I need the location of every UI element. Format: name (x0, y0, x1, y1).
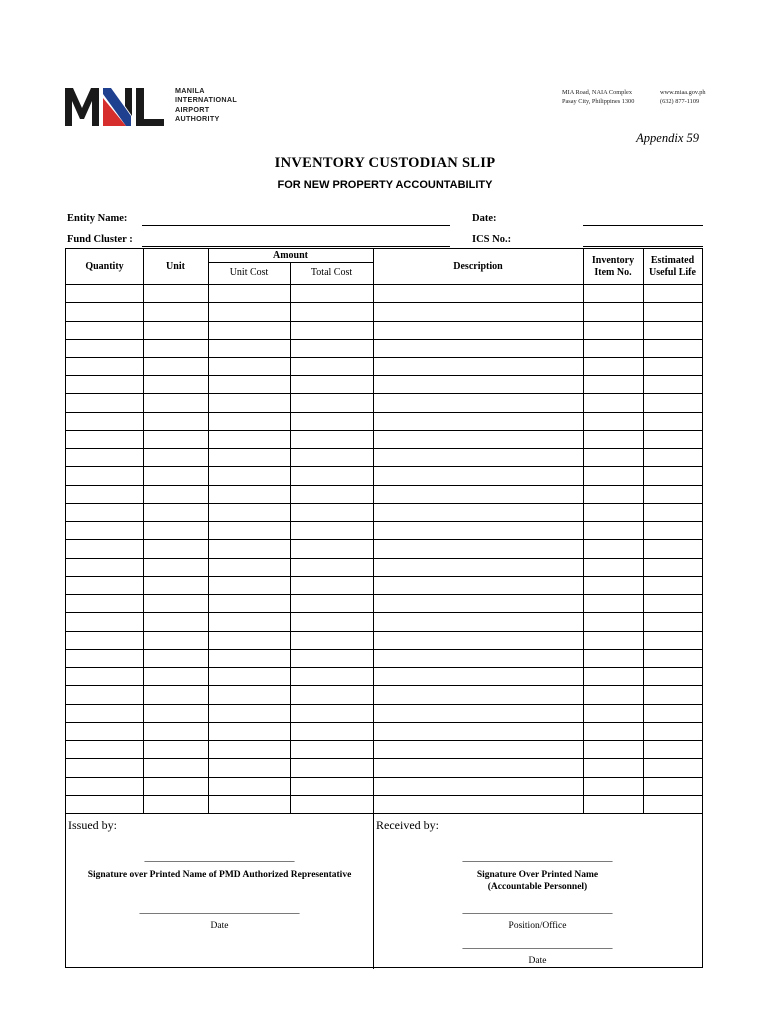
entity-name-label: Entity Name: (67, 213, 128, 224)
header-line: Useful Life (649, 267, 696, 278)
issued-signature-line[interactable]: ______________________________ (144, 852, 295, 863)
header-line: Estimated (650, 255, 695, 266)
table-row (66, 539, 702, 540)
col-divider (583, 249, 584, 813)
entity-name-field[interactable] (142, 225, 450, 226)
table-row (66, 448, 702, 449)
col-divider (643, 249, 644, 813)
logo-letter-m (65, 88, 99, 126)
received-date-line[interactable]: ______________________________ (462, 939, 613, 950)
col-divider (290, 262, 291, 813)
inventory-table (65, 248, 703, 968)
header-estimated-useful-life (643, 255, 702, 279)
logo-letter-l (136, 88, 164, 126)
table-row (66, 631, 702, 632)
table-row (66, 704, 702, 705)
received-signature-line[interactable]: ______________________________ (462, 852, 613, 863)
table-row (66, 339, 702, 340)
fund-cluster-label: Fund Cluster : (67, 234, 133, 245)
issued-date-line[interactable]: ________________________________ (139, 904, 300, 915)
table-row (66, 412, 702, 413)
received-position-caption: Position/Office (508, 921, 567, 931)
issued-signature-caption: Signature over Printed Name of PMD Authorized Representative (87, 870, 352, 880)
header-total-cost: Total Cost (310, 267, 353, 278)
table-row (66, 795, 702, 796)
table-row (66, 503, 702, 504)
header-description: Description (453, 261, 503, 272)
address-line: Pasay City, Philippines 1300 (562, 97, 635, 105)
received-signature-caption: Signature Over Printed Name (476, 870, 599, 880)
received-date-caption: Date (528, 956, 547, 966)
table-row (66, 740, 702, 741)
issued-date-caption: Date (210, 921, 229, 931)
table-row (66, 612, 702, 613)
header-amount: Amount (272, 250, 308, 261)
table-row (66, 722, 702, 723)
address-line: MIA Road, NAIA Complex (562, 89, 632, 96)
header-line: Item No. (594, 267, 632, 278)
table-row (66, 685, 702, 686)
table-row (66, 357, 702, 358)
header-unit: Unit (166, 261, 185, 272)
table-row (66, 521, 702, 522)
table-row (66, 649, 702, 650)
received-by-label: Received by: (376, 818, 439, 832)
table-row (66, 485, 702, 486)
table-row (66, 430, 702, 431)
logo-line: MANILA (175, 86, 205, 95)
phone-text: (632) 877-1109 (660, 97, 700, 105)
appendix-label: Appendix 59 (636, 131, 699, 145)
header-unit-cost: Unit Cost (229, 267, 269, 278)
table-row (66, 302, 702, 303)
logo-line: AUTHORITY (175, 113, 220, 123)
document-subtitle: FOR NEW PROPERTY ACCOUNTABILITY (277, 179, 493, 191)
header-line: Inventory (591, 255, 635, 266)
received-accountable-caption: (Accountable Personnel) (487, 882, 588, 892)
received-position-line[interactable]: ______________________________ (462, 904, 613, 915)
header-divider (66, 284, 702, 285)
logo-line: INTERNATIONAL (175, 95, 238, 105)
table-row (66, 667, 702, 668)
document-title: INVENTORY CUSTODIAN SLIP (274, 155, 496, 171)
table-row (66, 558, 702, 559)
table-row (66, 594, 702, 595)
address-left (562, 89, 634, 106)
table-row (66, 758, 702, 759)
table-row (66, 777, 702, 778)
table-row (66, 576, 702, 577)
table-row (66, 393, 702, 394)
table-row (66, 466, 702, 467)
header-inventory-item-no (583, 255, 643, 279)
date-label: Date: (472, 213, 497, 224)
logo-wordmark (175, 86, 237, 123)
date-field[interactable] (583, 225, 703, 226)
amount-divider (208, 262, 373, 263)
signature-divider (66, 813, 702, 814)
fund-cluster-field[interactable] (142, 246, 450, 247)
issued-by-label: Issued by: (68, 818, 117, 832)
table-row (66, 321, 702, 322)
header-quantity: Quantity (85, 261, 124, 272)
col-divider (208, 249, 209, 813)
col-divider (143, 249, 144, 813)
address-right (660, 89, 706, 106)
website-text: www.miaa.gov.ph (660, 89, 706, 96)
ics-no-label: ICS No.: (472, 234, 512, 245)
logo-line: AIRPORT (175, 104, 210, 114)
ics-no-field[interactable] (583, 246, 703, 247)
table-row (66, 375, 702, 376)
